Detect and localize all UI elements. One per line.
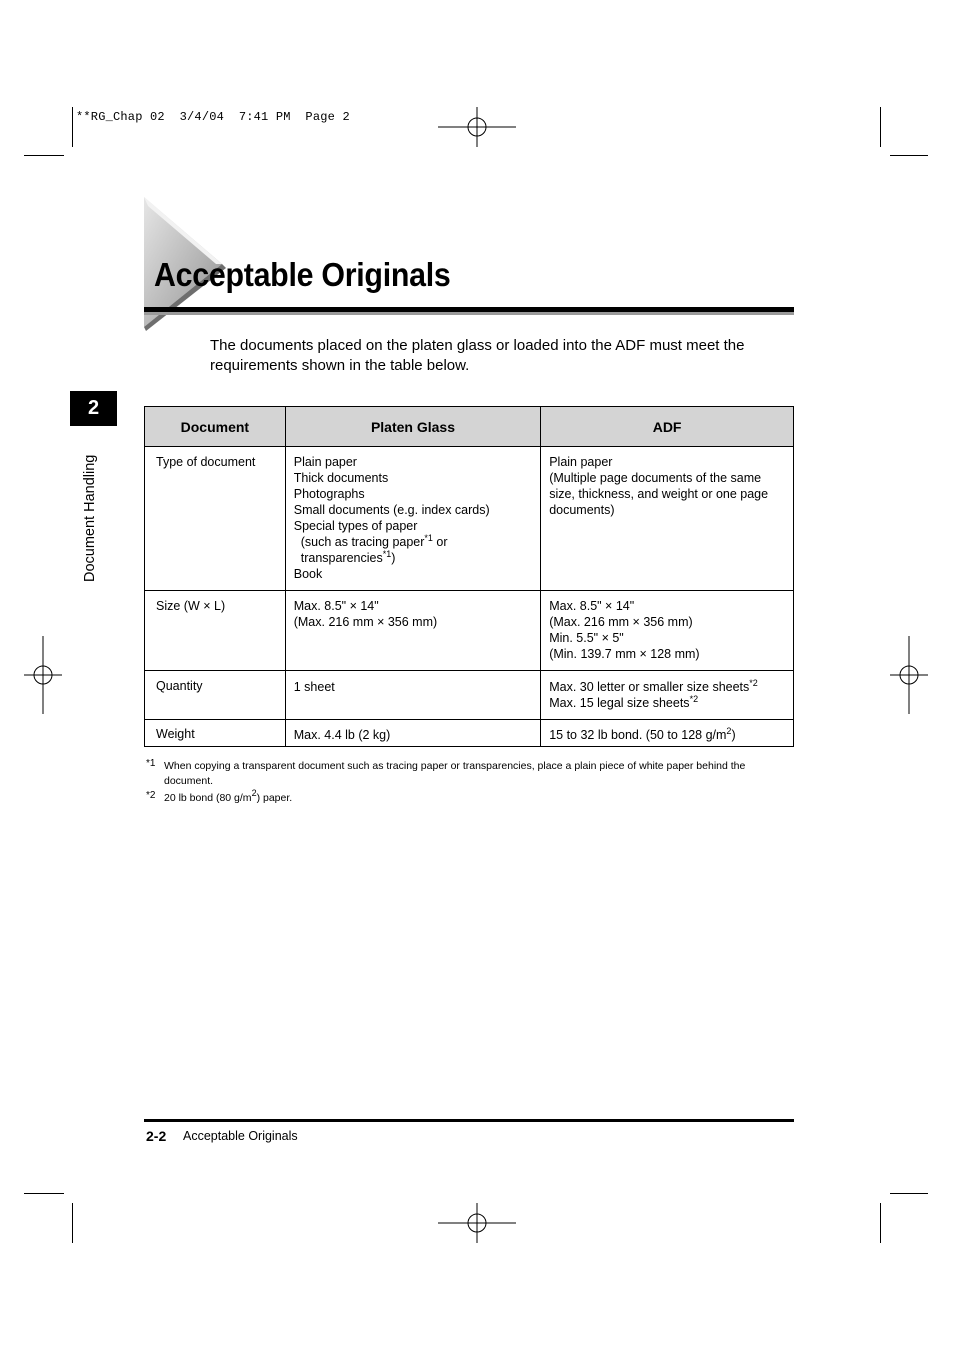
row-label-cell <box>145 591 286 671</box>
cell-line: Max. 4.4 lb (2 kg) <box>293 728 391 742</box>
cell-line: Photographs <box>293 487 365 501</box>
cell-text: ) <box>391 551 396 565</box>
superscript: 2 <box>251 788 257 798</box>
footnote-ref: *1 <box>382 549 392 559</box>
row-label-cell <box>145 671 286 720</box>
row-label-cell <box>145 447 286 591</box>
cell-line: Plain paper <box>549 455 613 469</box>
row-label-cell <box>145 720 286 747</box>
footnote-text: 20 lb bond (80 g/m <box>164 792 252 804</box>
footnote-ref: *1 <box>424 533 433 543</box>
footnotes <box>146 759 794 806</box>
cell-text: ) <box>731 728 736 742</box>
footnote-text: When copying a transparent document such as tracing paper or transparencies, place a plain piece of white paper behind the document. <box>164 760 746 787</box>
row-label: Weight <box>156 727 195 741</box>
footer-rule <box>144 1119 794 1122</box>
cell-line: Book <box>293 567 323 581</box>
cell-line: (Min. 139.7 mm × 128 mm) <box>549 647 700 661</box>
table-row <box>145 720 794 747</box>
cell-line: Min. 5.5" × 5" <box>549 631 624 645</box>
registration-mark-top <box>438 88 516 166</box>
cell-line: 1 sheet <box>293 680 335 694</box>
platen-cell <box>285 720 540 747</box>
platen-cell <box>285 447 540 591</box>
adf-cell <box>541 591 794 671</box>
chapter-side-label: Document Handling <box>82 454 98 582</box>
footnote-mark: *1 <box>146 758 156 769</box>
adf-cell <box>541 671 794 720</box>
print-header: **RG_Chap 02 3/4/04 7:41 PM Page 2 <box>76 110 350 124</box>
adf-cell <box>541 720 794 747</box>
footnote-1 <box>146 759 794 789</box>
registration-mark-left <box>4 636 82 714</box>
adf-cell <box>541 447 794 591</box>
footnote-ref: *2 <box>689 694 699 704</box>
cell-text: 15 to 32 lb bond. (50 to 128 g/m <box>549 728 727 742</box>
platen-cell <box>285 671 540 720</box>
table-row <box>145 447 794 591</box>
footnote-ref: *2 <box>749 678 758 688</box>
cell-line: (Max. 216 mm × 356 mm) <box>549 615 693 629</box>
cell-line <box>294 534 532 550</box>
cell-line: Plain paper <box>293 455 357 469</box>
cell-line <box>549 695 785 711</box>
cell-line <box>294 550 532 566</box>
table-row <box>145 591 794 671</box>
cell-line: Special types of paper <box>293 519 418 533</box>
cell-line <box>549 727 785 743</box>
superscript: 2 <box>726 726 732 736</box>
header-adf: ADF <box>541 407 794 447</box>
originals-requirements-table <box>144 406 794 747</box>
cell-line <box>549 679 785 695</box>
row-label: Quantity <box>156 679 203 693</box>
header-platen-glass: Platen Glass <box>285 407 540 447</box>
cell-line: size, thickness, and weight or one page <box>549 487 769 501</box>
footer-section-title: Acceptable Originals <box>183 1129 298 1143</box>
page-title: Acceptable Originals <box>154 256 451 293</box>
cell-line: Max. 8.5" × 14" <box>293 599 379 613</box>
cell-line: Max. 8.5" × 14" <box>549 599 635 613</box>
cell-line: Thick documents <box>293 471 389 485</box>
intro-paragraph: The documents placed on the platen glass or loaded into the ADF must meet the requirements shown in the table below. <box>210 337 745 374</box>
title-rule-shadow <box>144 312 794 315</box>
header-document: Document <box>145 407 286 447</box>
cell-line: (Max. 216 mm × 356 mm) <box>293 615 438 629</box>
chapter-tab: 2 <box>70 391 117 426</box>
row-label: Size (W × L) <box>156 599 226 613</box>
footnote-text: ) paper. <box>256 792 293 804</box>
cell-text: or <box>432 535 448 549</box>
cell-text: (such as tracing paper <box>300 535 425 549</box>
registration-mark-right <box>870 636 948 714</box>
cell-line: documents) <box>549 503 615 517</box>
platen-cell <box>285 591 540 671</box>
cell-text: Max. 15 legal size sheets <box>549 696 690 710</box>
registration-mark-bottom <box>438 1184 516 1262</box>
cell-text: Max. 30 letter or smaller size sheets <box>549 680 750 694</box>
footnote-2 <box>146 788 794 806</box>
cell-line: Small documents (e.g. index cards) <box>293 503 490 517</box>
cell-line: (Multiple page documents of the same <box>549 471 762 485</box>
page-number: 2-2 <box>146 1128 167 1144</box>
row-label: Type of document <box>156 455 256 469</box>
table-row <box>145 671 794 720</box>
table-header-row <box>145 407 794 447</box>
footnote-mark: *2 <box>146 790 156 801</box>
cell-text: transparencies <box>300 551 383 565</box>
